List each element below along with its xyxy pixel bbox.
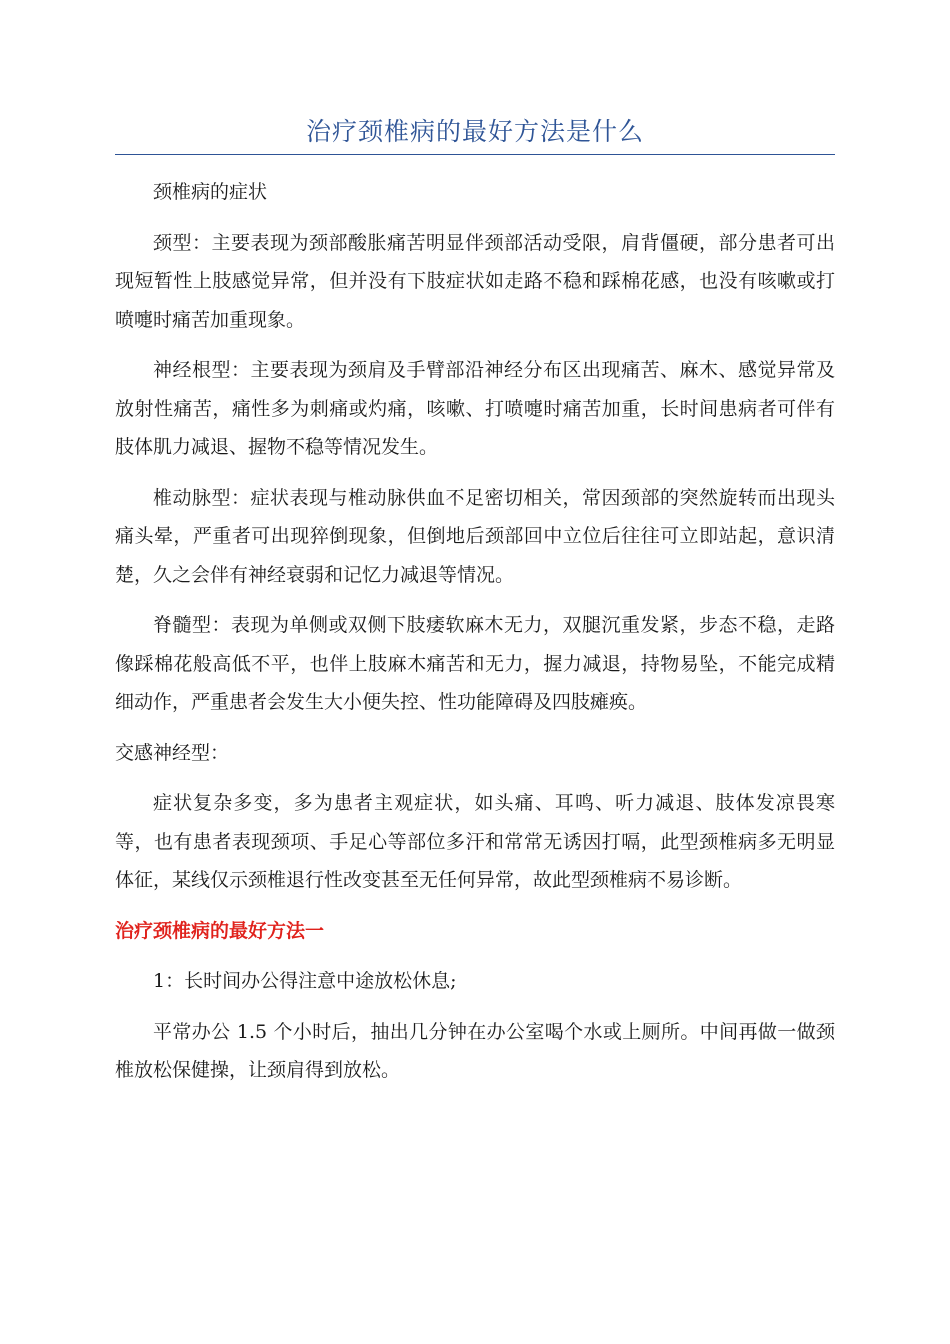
paragraph-sympathetic-type-label: 交感神经型： <box>115 741 230 764</box>
paragraph-nerve-root-type: 神经根型：主要表现为颈肩及手臂部沿神经分布区出现痛苦、麻木、感觉异常及放射性痛苦，痛性多为刺痛或灼痛，咳嗽、打喷嚏时痛苦加重，长时间患病者可伴有肢体肌力减退、握物不稳等情况发生。 <box>115 359 835 458</box>
paragraph-neck-type: 颈型：主要表现为颈部酸胀痛苦明显伴颈部活动受限，肩背僵硬，部分患者可出现短暂性上肢感觉异常，但并没有下肢症状如走路不稳和踩棉花感，也没有咳嗽或打喷嚏时痛苦加重现象。 <box>115 231 835 331</box>
paragraph-method-step-1: 1：长时间办公得注意中途放松休息; <box>153 970 457 992</box>
title-underline <box>115 154 835 155</box>
paragraph-symptoms-heading: 颈椎病的症状 <box>153 181 268 203</box>
document-body <box>115 173 835 1102</box>
section-heading: 治疗颈椎病的最好方法一 <box>115 919 325 942</box>
page-title: 治疗颈椎病的最好方法是什么 <box>305 117 644 146</box>
paragraph-sympathetic-type: 症状复杂多变，多为患者主观症状，如头痛、耳鸣、听力减退、肢体发凉畏寒等，也有患者表现颈项、手足心等部位多汗和常常无诱因打嗝，此型颈椎病多无明显体征，某线仅示颈椎退行性改变甚至无任何异常，故此型颈椎病不易诊断。 <box>115 792 835 891</box>
paragraph-vertebral-artery-type: 椎动脉型：症状表现与椎动脉供血不足密切相关，常因颈部的突然旋转而出现头痛头晕，严重者可出现猝倒现象，但倒地后颈部回中立位后往往可立即站起，意识清楚，久之会伴有神经衰弱和记忆力减退等情况。 <box>115 486 835 586</box>
paragraph-spinal-cord-type: 脊髓型：表现为单侧或双侧下肢痿软麻木无力，双腿沉重发紧，步态不稳，走路像踩棉花般高低不平，也伴上肢麻木痛苦和无力，握力减退，持物易坠，不能完成精细动作，严重患者会发生大小便失控、性功能障碍及四肢瘫痪。 <box>115 614 835 713</box>
paragraph-method-detail: 平常办公 1.5 个小时后，抽出几分钟在办公室喝个水或上厕所。中间再做一做颈椎放松保健操，让颈肩得到放松。 <box>115 1020 835 1081</box>
